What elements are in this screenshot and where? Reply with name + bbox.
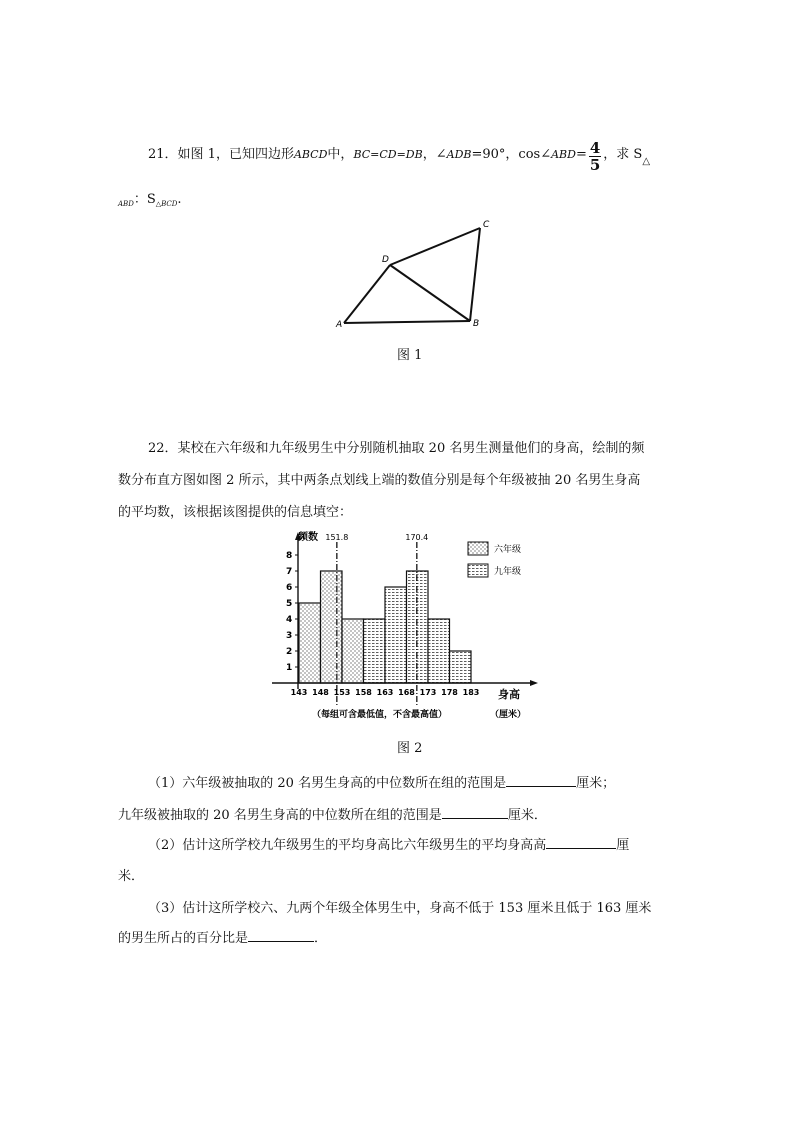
point-a-label: A (336, 320, 343, 330)
q21-text: 中， (327, 147, 354, 162)
mean-label-grade9: 170.4 (405, 533, 429, 542)
bar-grade9-178 (450, 651, 472, 683)
q22-sub2-line2: 米． (118, 869, 145, 884)
q21-equality: BC=CD=DB (353, 148, 423, 161)
bar-grade9-158 (364, 619, 386, 683)
q21-text: . (177, 192, 182, 207)
q21-angle-abd: ABD (551, 148, 576, 161)
q21-text: ：S (133, 192, 156, 207)
legend-label-grade9: 九年级 (494, 567, 522, 577)
q21-subscript-abd: ABD (118, 200, 134, 208)
y-tick-label: 3 (286, 631, 293, 641)
x-tick-label: 173 (419, 688, 437, 697)
segment-ab (344, 321, 470, 323)
histogram-note: （每组可含最低值，不含最高值） (312, 710, 448, 720)
q21-quad-label: ABCD (293, 148, 328, 161)
x-tick-label: 148 (312, 688, 329, 697)
q22-sub1-line2 (118, 804, 547, 823)
q22-sub2-unit: 厘 (616, 838, 630, 853)
q21-text: ，∠ (422, 147, 447, 162)
bar-grade9-163 (385, 587, 407, 683)
x-tick-label: 178 (441, 688, 458, 697)
x-axis-title: 身高 (498, 688, 520, 701)
x-tick-label: 143 (290, 688, 308, 697)
q22-sub2-line1 (148, 834, 629, 853)
y-tick-label: 2 (286, 647, 293, 657)
y-tick-label: 5 (286, 599, 293, 609)
q22-sub1-text: （1）六年级被抽取的 20 名男生身高的中位数所在组的范围是 (148, 776, 507, 791)
q21-angle-adb: ADB (446, 148, 472, 161)
bar-grade6-148 (321, 571, 343, 683)
q22-text-line1: 22．某校在六年级和九年级男生中分别随机抽取 20 名男生测量他们的身高，绘制的频 (148, 441, 645, 456)
segment-dc (390, 228, 480, 265)
legend-swatch-grade6 (468, 542, 488, 555)
q22-sub1b-unit: 厘米． (507, 808, 547, 823)
y-tick-label: 8 (286, 551, 293, 561)
x-tick-label: 183 (462, 688, 480, 697)
q21-text: ，求 S (603, 147, 643, 162)
q21-subscript-bcd: △BCD (155, 200, 178, 208)
q21-frac-den: 5 (589, 156, 601, 174)
q21-number: 21． (148, 147, 178, 162)
q22-sub1b-text: 九年级被抽取的 20 名男生身高的中位数所在组的范围是 (118, 808, 442, 823)
segment-ad (344, 265, 390, 323)
y-tick-label: 1 (286, 663, 293, 673)
mean-label-grade6: 151.8 (325, 533, 349, 542)
q21-text: 如图 1，已知四边形 (177, 147, 294, 162)
segment-cb (470, 228, 480, 321)
x-tick-label: 163 (376, 688, 394, 697)
bar-grade6-153 (342, 619, 364, 683)
segment-db (390, 265, 470, 321)
answer-blank-2[interactable] (546, 836, 616, 849)
legend-swatch-grade9 (468, 564, 488, 577)
figure-1-caption: 图 1 (397, 348, 423, 363)
q21-text: =90°，cos∠ (471, 147, 552, 162)
answer-blank-1b[interactable] (442, 806, 508, 819)
q22-sub3-end: ． (314, 931, 328, 946)
bar-grade9-173 (428, 619, 450, 683)
point-c-label: C (483, 220, 490, 230)
legend (468, 542, 521, 577)
y-tick-label: 7 (286, 567, 293, 577)
point-b-label: B (473, 319, 480, 329)
answer-blank-3[interactable] (248, 929, 314, 942)
y-tick-label: 4 (286, 615, 293, 625)
y-tick-label: 6 (286, 583, 293, 593)
x-tick-label: 168 (398, 688, 415, 697)
q22-sub3-text: 的男生所占的百分比是 (118, 931, 249, 946)
bar-grade6-143 (299, 603, 321, 683)
point-d-label: D (382, 255, 389, 265)
q21-text: = (575, 147, 587, 162)
q22-text-line2: 数分布直方图如图 2 所示，其中两条点划线上端的数值分别是每个年级被抽 20 名男生身高 (118, 473, 641, 488)
answer-blank-1a[interactable] (506, 774, 576, 787)
q22-sub1-line1 (148, 772, 615, 791)
x-tick-label: 153 (333, 688, 351, 697)
q21-text-line1 (148, 138, 651, 174)
q22-text-line3: 的平均数，该根据该图提供的信息填空： (118, 505, 353, 520)
q22-sub3-line2 (118, 927, 327, 946)
q22-sub3-line1: （3）估计这所学校六、九两个年级全体男生中，身高不低于 153 厘米且低于 163 厘米 (148, 901, 652, 916)
q22-sub1-unit: 厘米； (576, 776, 616, 791)
q21-frac-num: 4 (589, 139, 601, 157)
figure-2-histogram (260, 528, 550, 728)
y-axis-title: 频数 (298, 532, 318, 543)
q21-text-line2 (118, 188, 182, 207)
q22-sub2-text: （2）估计这所学校九年级男生的平均身高比六年级男生的平均身高高 (148, 838, 547, 853)
x-axis-arrow (530, 680, 538, 686)
q21-fraction (589, 140, 601, 173)
legend-label-grade6: 六年级 (494, 545, 522, 555)
q21-triangle-sub: △ (642, 156, 651, 167)
x-tick-label: 158 (355, 688, 372, 697)
figure-1-quadrilateral (330, 210, 500, 335)
figure-2-caption: 图 2 (397, 741, 423, 756)
unit-label: （厘米） (490, 710, 527, 720)
